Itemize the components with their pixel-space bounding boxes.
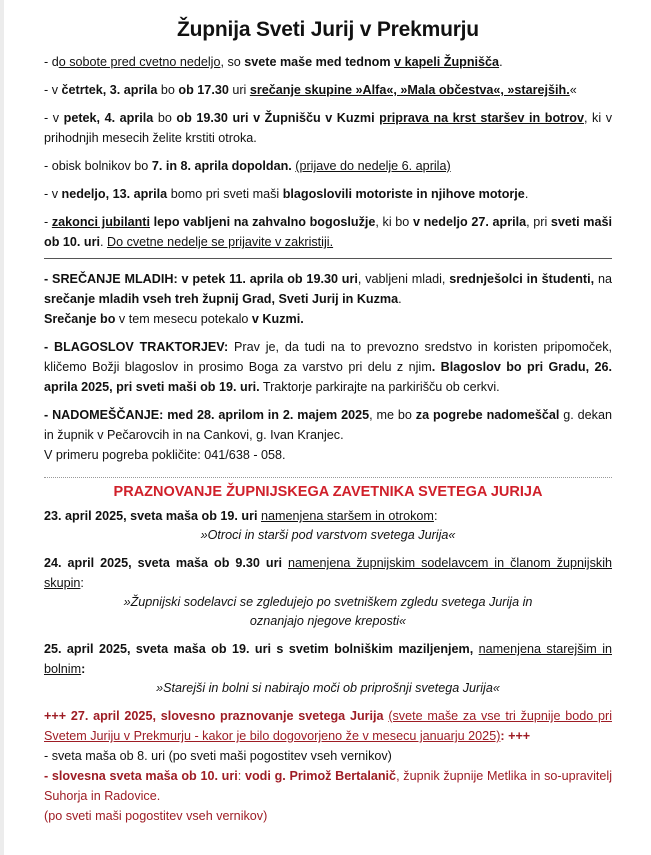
feast-section-title: PRAZNOVANJE ŽUPNIJSKEGA ZAVETNIKA SVETEGA JURIJA: [113, 484, 543, 500]
announcement-funeral-phone: V primeru pogreba pokličite: 041/638 - 058.: [44, 448, 286, 462]
feast-entry-25: 25. april 2025, sveta maša ob 19. uri s svetim bolniškim maziljenjem, namenjena starejšim in bolnim:: [44, 642, 612, 676]
announcement-sick-visit: - obisk bolnikov bo 7. in 8. aprila dopoldan. (prijave do nedelje 6. aprila): [44, 159, 451, 173]
announcement-youth-meeting-location: Srečanje bo v tem mesecu potekalo v Kuzmi.: [44, 312, 304, 326]
feast-entry-23: 23. april 2025, sveta maša ob 19. uri namenjena staršem in otrokom:: [44, 509, 438, 523]
announcement-motorcycle-blessing: - v nedeljo, 13. aprila bomo pri sveti maši blagoslovili motoriste in njihove motorje.: [44, 187, 529, 201]
announcement-group-meeting: - v četrtek, 3. aprila bo ob 17.30 uri srečanje skupine »Alfa«, »Mala občestva«, »starejših.«: [44, 83, 577, 97]
announcement-jubilee-couples: - zakonci jubilanti lepo vabljeni na zahvalno bogoslužje, ki bo v nedeljo 27. aprila, pri sveti maši ob 10. uri. Do cvetne nedelje se prijavite v zakristiji.: [44, 215, 612, 249]
feast-quote-23: »Otroci in starši pod varstvom svetega Jurija«: [200, 528, 456, 542]
announcement-weekday-masses: - do sobote pred cvetno nedeljo, so svete maše med tednom v kapeli Župnišča.: [44, 55, 503, 69]
bulletin-page: [44, 14, 612, 826]
divider-dotted: [44, 477, 612, 478]
announcement-baptism-prep: - v petek, 4. aprila bo ob 19.30 uri v Župnišču v Kuzmi priprava na krst staršev in botrov, ki v prihodnjih mesecih želite krstiti otroka.: [44, 111, 613, 145]
feast-reception-note: (po sveti maši pogostitev vseh vernikov): [44, 809, 268, 823]
feast-entry-27: +++ 27. april 2025, slovesno praznovanje svetega Jurija (svete maše za vse tri župnije bodo pri Svetem Juriju v Prekmurju - kakor je bilo dogovorjeno že v mesecu januarju 2025): +++: [44, 709, 612, 743]
feast-quote-24-line1: »Župnijski sodelavci se zgledujejo po svetniškem zgledu svetega Jurija in: [123, 595, 533, 609]
feast-quote-24-line2: oznanjajo njegove kreposti«: [249, 614, 407, 628]
feast-mass-10: - slovesna sveta maša ob 10. uri: vodi g. Primož Bertalanič, župnik župnije Metlika in so-upravitelj Suhorja in Radovice.: [44, 769, 612, 803]
page-title: Župnija Sveti Jurij v Prekmurju: [177, 18, 479, 41]
announcement-youth-meeting: - SREČANJE MLADIH: v petek 11. aprila ob 19.30 uri, vabljeni mladi, srednješolci in študenti, na srečanje mladih vseh treh župnij Grad, Sveti Jurij in Kuzma.: [44, 272, 612, 306]
feast-mass-8: - sveta maša ob 8. uri (po sveti maši pogostitev vseh vernikov): [44, 749, 392, 763]
announcement-tractor-blessing: - BLAGOSLOV TRAKTORJEV: Prav je, da tudi na to prevozno sredstvo in koristen pripomoček, kličemo Božji blagoslov in prosimo Boga za varstvo pri delu z njim. Blagoslov bo pri Gradu, 26. aprila 2025, pri sveti maši ob 19. uri. Traktorje parkirajte na parkirišču ob cerkvi.: [44, 340, 613, 394]
feast-quote-25: »Starejši in bolni si nabirajo moči ob priprošnji svetega Jurija«: [156, 681, 500, 695]
feast-entry-24: 24. april 2025, sveta maša ob 9.30 uri namenjena župnijskim sodelavcem in članom župnijskih skupin:: [44, 556, 613, 590]
announcement-substitution: - NADOMEŠČANJE: med 28. aprilom in 2. majem 2025, me bo za pogrebe nadomeščal g. dekan in župnik v Pečarovcih in na Cankovi, g. Ivan Kranjec.: [44, 408, 612, 442]
page-left-edge: [0, 0, 4, 855]
divider: [44, 258, 612, 259]
